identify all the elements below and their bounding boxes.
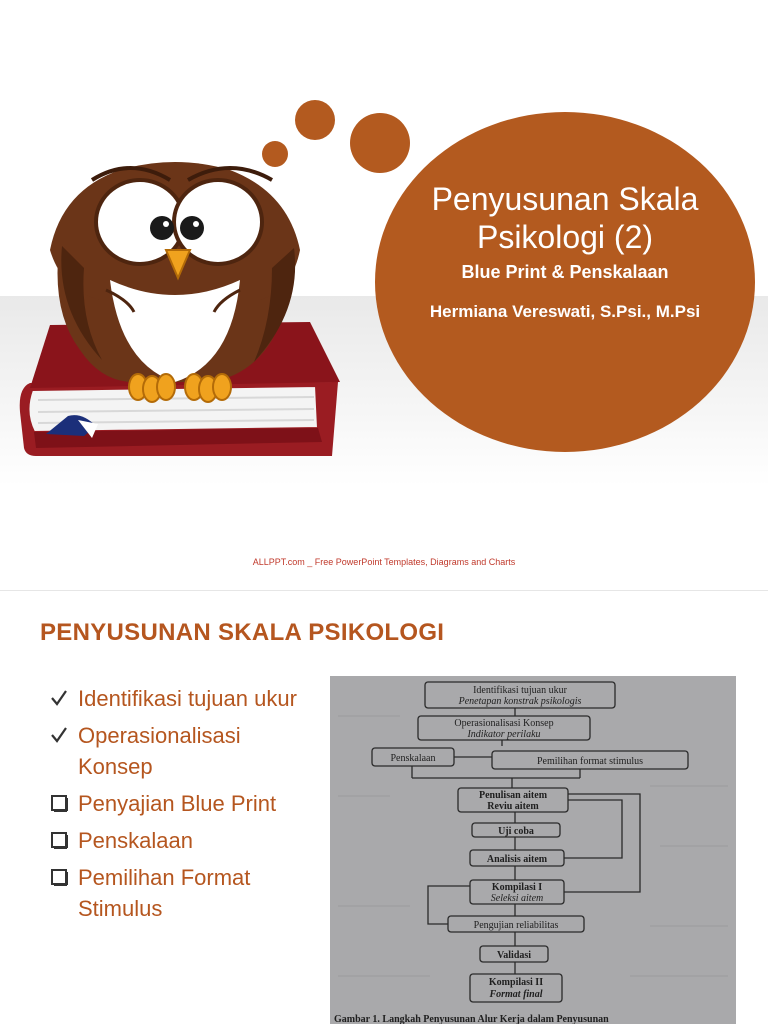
flow-label: Seleksi aitem [490,893,544,904]
flow-label: Penskalaan [390,753,436,764]
list-item [48,683,318,714]
check-icon [48,683,72,714]
footer-credit: ALLPPT.com _ Free PowerPoint Templates, Diagrams and Charts [252,557,516,567]
thought-bubble-medium [295,100,335,140]
list-item [48,862,318,924]
title-block [375,112,755,452]
flow-label: Pemilihan format stimulus [536,756,644,767]
checkbox-icon [48,825,72,856]
flow-label: Uji coba [498,826,534,837]
list-item-label: Penyajian Blue Print [78,791,277,816]
list-item-label: Pemilihan Format Stimulus [78,865,251,921]
flow-label: Identifikasi tujuan ukur [473,685,567,696]
list-item-label: Operasionalisasi Konsep [78,723,241,779]
subtitle: Blue Print & Penskalaan [461,262,669,282]
checkbox-icon [48,788,72,819]
flow-label: Analisis aitem [486,854,548,865]
list-item [48,720,318,782]
steps-list [48,683,318,930]
title-line-1: Penyusunan Skala [431,181,699,217]
content-slide [0,591,768,1024]
title-line-2: Psikologi (2) [476,219,654,255]
author-name: Hermiana Vereswati, S.Psi., M.Psi [429,302,701,321]
flow-label: Penetapan konstrak psikologis [458,696,582,707]
flow-label: Pengujian reliabilitas [473,920,559,931]
list-item-label: Penskalaan [78,828,193,853]
figure-caption: Gambar 1. Langkah Penyusunan Alur Kerja dalam Penyusunan [334,1014,609,1024]
list-item [48,788,318,819]
flow-label: Reviu aitem [487,801,539,812]
flow-label: Validasi [496,950,532,961]
flowchart-photo [330,676,736,1024]
check-icon [48,720,72,751]
flow-label: Kompilasi II [488,977,544,988]
flowchart-diagram [330,676,736,1024]
owl-on-book-illustration [10,150,350,470]
slide-title: PENYUSUNAN SKALA PSIKOLOGI [40,619,445,646]
flow-label: Operasionalisasi Konsep [454,718,554,729]
flow-label: Kompilasi I [491,882,543,893]
flow-label: Penulisan aitem [478,790,548,801]
flow-label: Format final [489,989,543,1000]
checkbox-icon [48,862,72,893]
list-item-label: Identifikasi tujuan ukur [78,686,297,711]
flow-label: Indikator perilaku [467,729,541,740]
list-item [48,825,318,856]
